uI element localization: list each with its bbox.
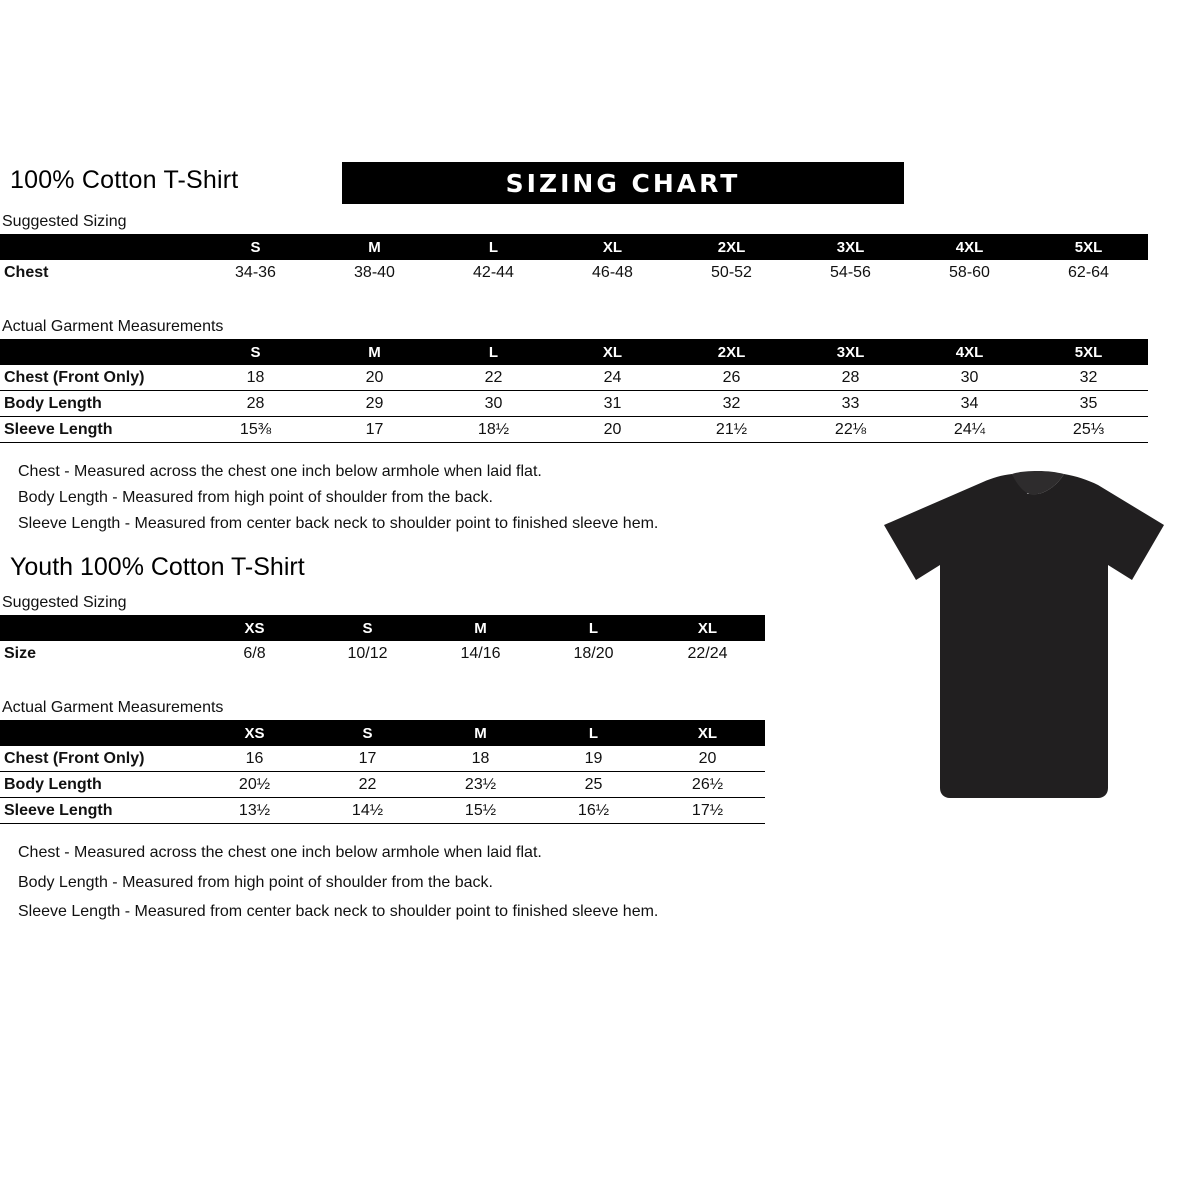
cell: 18½: [434, 417, 553, 443]
col-header: 4XL: [910, 234, 1029, 260]
col-header: M: [315, 234, 434, 260]
col-header: 2XL: [672, 339, 791, 365]
table-header-row: [0, 339, 1148, 365]
cell: 21½: [672, 417, 791, 443]
cell: 62-64: [1029, 260, 1148, 285]
youth-suggested-sizing-label: Suggested Sizing: [2, 594, 127, 611]
youth-note-chest: Chest - Measured across the chest one inch below armhole when laid flat.: [18, 844, 542, 861]
col-header: 4XL: [910, 339, 1029, 365]
table-row: [0, 772, 765, 798]
col-header: 5XL: [1029, 339, 1148, 365]
row-label: Sleeve Length: [0, 417, 196, 443]
cell: 17½: [650, 798, 765, 824]
cell: 23½: [424, 772, 537, 798]
youth-note-sleeve-length: Sleeve Length - Measured from center back neck to shoulder point to finished sleeve hem.: [18, 903, 659, 920]
table-row: [0, 417, 1148, 443]
col-header: S: [196, 234, 315, 260]
col-header: 3XL: [791, 339, 910, 365]
table-row: [0, 798, 765, 824]
youth-suggested-sizing-table: [0, 615, 765, 666]
row-label: Chest: [0, 260, 196, 285]
cell: 28: [791, 365, 910, 391]
col-header: XS: [198, 615, 311, 641]
sizing-chart-banner: [342, 162, 904, 204]
cell: 31: [553, 391, 672, 417]
cell: 20½: [198, 772, 311, 798]
cell: 20: [553, 417, 672, 443]
table-row: [0, 641, 765, 666]
col-header: S: [311, 615, 424, 641]
col-header: 2XL: [672, 234, 791, 260]
cell: 20: [315, 365, 434, 391]
row-label: Chest (Front Only): [0, 746, 198, 772]
cell: 14½: [311, 798, 424, 824]
col-header: S: [311, 720, 424, 746]
col-header: XL: [650, 720, 765, 746]
cell: 16: [198, 746, 311, 772]
youth-note-body-length: Body Length - Measured from high point of shoulder from the back.: [18, 874, 493, 891]
adult-actual-measurements-table: [0, 339, 1148, 443]
table-header-row: [0, 720, 765, 746]
table-row: [0, 260, 1148, 285]
cell: 54-56: [791, 260, 910, 285]
col-header: [0, 339, 196, 365]
youth-actual-measurements-label: Actual Garment Measurements: [2, 699, 224, 716]
cell: 22: [311, 772, 424, 798]
col-header: XS: [198, 720, 311, 746]
adult-note-sleeve-length: Sleeve Length - Measured from center back neck to shoulder point to finished sleeve hem.: [18, 515, 659, 532]
table-header-row: [0, 234, 1148, 260]
col-header: XL: [553, 234, 672, 260]
youth-section-title: Youth 100% Cotton T-Shirt: [10, 553, 305, 581]
cell: 19: [537, 746, 650, 772]
cell: 16½: [537, 798, 650, 824]
cell: 30: [910, 365, 1029, 391]
row-label: Body Length: [0, 772, 198, 798]
col-header: 3XL: [791, 234, 910, 260]
adult-note-body-length: Body Length - Measured from high point of shoulder from the back.: [18, 489, 493, 506]
cell: 58-60: [910, 260, 1029, 285]
cell: 34-36: [196, 260, 315, 285]
col-header: L: [537, 720, 650, 746]
youth-actual-measurements-table: [0, 720, 765, 824]
col-header: XL: [650, 615, 765, 641]
cell: 15½: [424, 798, 537, 824]
adult-section-title: 100% Cotton T-Shirt: [10, 166, 239, 194]
cell: 10/12: [311, 641, 424, 666]
col-header: L: [537, 615, 650, 641]
cell: 17: [315, 417, 434, 443]
col-header: M: [424, 615, 537, 641]
cell: 22: [434, 365, 553, 391]
col-header: M: [424, 720, 537, 746]
cell: 24: [553, 365, 672, 391]
cell: 22⅛: [791, 417, 910, 443]
cell: 26½: [650, 772, 765, 798]
cell: 33: [791, 391, 910, 417]
tshirt-icon: [880, 470, 1170, 820]
sizing-chart-banner-label: SIZING CHART: [505, 168, 741, 198]
adult-actual-measurements-label: Actual Garment Measurements: [2, 318, 224, 335]
table-row: [0, 365, 1148, 391]
cell: 38-40: [315, 260, 434, 285]
row-label: Body Length: [0, 391, 196, 417]
col-header: S: [196, 339, 315, 365]
cell: 17: [311, 746, 424, 772]
row-label: Size: [0, 641, 198, 666]
cell: 14/16: [424, 641, 537, 666]
col-header: 5XL: [1029, 234, 1148, 260]
table-row: [0, 746, 765, 772]
cell: 13½: [198, 798, 311, 824]
col-header: [0, 615, 198, 641]
cell: 32: [672, 391, 791, 417]
cell: 25⅓: [1029, 417, 1148, 443]
adult-note-chest: Chest - Measured across the chest one inch below armhole when laid flat.: [18, 463, 542, 480]
cell: 30: [434, 391, 553, 417]
cell: 20: [650, 746, 765, 772]
row-label: Sleeve Length: [0, 798, 198, 824]
col-header: [0, 720, 198, 746]
cell: 6/8: [198, 641, 311, 666]
cell: 29: [315, 391, 434, 417]
col-header: XL: [553, 339, 672, 365]
cell: 25: [537, 772, 650, 798]
cell: 15⅜: [196, 417, 315, 443]
cell: 34: [910, 391, 1029, 417]
cell: 18: [424, 746, 537, 772]
cell: 26: [672, 365, 791, 391]
cell: 42-44: [434, 260, 553, 285]
col-header: L: [434, 339, 553, 365]
table-header-row: [0, 615, 765, 641]
col-header: L: [434, 234, 553, 260]
cell: 35: [1029, 391, 1148, 417]
cell: 50-52: [672, 260, 791, 285]
cell: 18/20: [537, 641, 650, 666]
row-label: Chest (Front Only): [0, 365, 196, 391]
product-image: [880, 470, 1170, 820]
table-row: [0, 391, 1148, 417]
cell: 22/24: [650, 641, 765, 666]
cell: 28: [196, 391, 315, 417]
cell: 46-48: [553, 260, 672, 285]
col-header: M: [315, 339, 434, 365]
adult-suggested-sizing-label: Suggested Sizing: [2, 213, 127, 230]
cell: 24¼: [910, 417, 1029, 443]
col-header: [0, 234, 196, 260]
adult-suggested-sizing-table: [0, 234, 1148, 285]
cell: 18: [196, 365, 315, 391]
cell: 32: [1029, 365, 1148, 391]
